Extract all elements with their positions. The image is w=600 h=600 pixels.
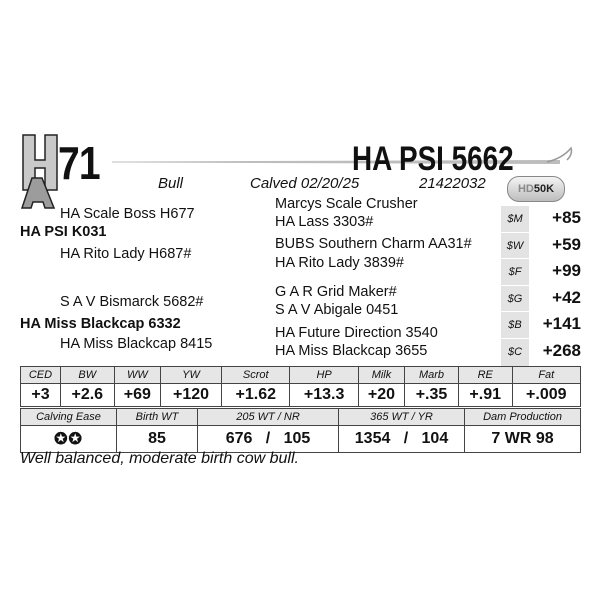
index-value: +268	[542, 341, 581, 360]
sire-sire: HA Scale Boss H677	[60, 206, 195, 222]
lot-number: 71	[58, 137, 100, 189]
separator: /	[403, 430, 409, 447]
index-row-f	[501, 258, 581, 285]
perf-header: Birth WT	[117, 409, 198, 426]
epd-value: +13.3	[290, 384, 358, 407]
separator: /	[265, 430, 271, 447]
epd-header: HP	[290, 367, 358, 384]
index-row-w	[501, 232, 581, 259]
index-label: $W	[501, 232, 529, 260]
epd-value: +120	[161, 384, 222, 407]
epd-header: YW	[161, 367, 222, 384]
animal-name: HA PSI 5662	[352, 140, 514, 178]
ss-dam: HA Lass 3303#	[275, 214, 374, 230]
index-value: +141	[542, 314, 581, 334]
dd-sire: HA Future Direction 3540	[275, 325, 438, 341]
epd-header: Milk	[358, 367, 404, 384]
sire-dam: HA Rito Lady H687#	[60, 246, 192, 262]
epd-header: BW	[60, 367, 114, 384]
sex-label: Bull	[158, 175, 184, 192]
index-row-m	[501, 205, 581, 232]
perf-header: Dam Production	[465, 409, 581, 426]
index-label: $G	[501, 285, 529, 313]
dam-sire: S A V Bismarck 5682#	[60, 294, 204, 310]
epd-header: Fat	[512, 367, 580, 384]
epd-header: Marb	[405, 367, 459, 384]
index-value: +59	[552, 234, 581, 254]
index-row-g	[501, 285, 581, 312]
epd-value: +.91	[458, 384, 512, 407]
perf-header: 205 WT / NR	[198, 409, 339, 426]
dollar-index-panel	[501, 205, 581, 365]
epd-table	[20, 366, 581, 407]
epd-value: +2.6	[60, 384, 114, 407]
weaning-weight: 676	[225, 430, 253, 447]
yearling-ratio: 104	[421, 430, 449, 447]
yearling-weight-cell	[339, 426, 465, 453]
epd-value: +.009	[512, 384, 580, 407]
ds-sire: G A R Grid Maker#	[275, 284, 397, 300]
badge-50k-text: 50K	[533, 183, 555, 195]
index-row-b	[501, 311, 581, 338]
sd-dam: HA Rito Lady 3839#	[275, 255, 404, 271]
birth-weight: 85	[117, 426, 198, 453]
dam-production: 7 WR 98	[465, 426, 581, 453]
index-label: $C	[501, 338, 529, 366]
hook-decoration-icon	[545, 140, 575, 170]
ss-sire: Marcys Scale Crusher	[275, 196, 418, 212]
dd-dam: HA Miss Blackcap 3655	[275, 343, 428, 359]
epd-value: +20	[358, 384, 404, 407]
index-value: +85	[552, 208, 581, 227]
hd50k-badge-icon	[507, 176, 565, 202]
dam: HA Miss Blackcap 6332	[20, 316, 181, 332]
index-label: $B	[501, 311, 529, 339]
calved-date: Calved 02/20/25	[250, 175, 360, 192]
index-label: $M	[501, 205, 529, 233]
performance-table	[20, 408, 581, 453]
sd-sire: BUBS Southern Charm AA31#	[275, 236, 472, 252]
badge-hd-text: HD	[517, 183, 534, 195]
yearling-weight: 1354	[354, 430, 391, 447]
epd-value: +1.62	[222, 384, 290, 407]
epd-header: Scrot	[222, 367, 290, 384]
epd-header: CED	[21, 367, 61, 384]
epd-header: RE	[458, 367, 512, 384]
epd-value: +69	[114, 384, 160, 407]
perf-header: Calving Ease	[21, 409, 117, 426]
dam-dam: HA Miss Blackcap 8415	[60, 336, 213, 352]
sire: HA PSI K031	[20, 224, 107, 240]
index-row-c	[501, 338, 581, 365]
weaning-ratio: 105	[283, 430, 311, 447]
index-label: $F	[501, 258, 529, 286]
calving-ease-icon: ✪✪	[21, 426, 117, 453]
lot-comment: Well balanced, moderate birth cow bull.	[20, 450, 299, 467]
index-value: +42	[552, 287, 581, 307]
registration-number: 21422032	[419, 175, 486, 192]
epd-header: WW	[114, 367, 160, 384]
ds-dam: S A V Abigale 0451	[275, 302, 399, 318]
weaning-weight-cell	[198, 426, 339, 453]
perf-header: 365 WT / YR	[339, 409, 465, 426]
epd-value: +3	[21, 384, 61, 407]
index-value: +99	[552, 261, 581, 281]
epd-value: +.35	[405, 384, 459, 407]
